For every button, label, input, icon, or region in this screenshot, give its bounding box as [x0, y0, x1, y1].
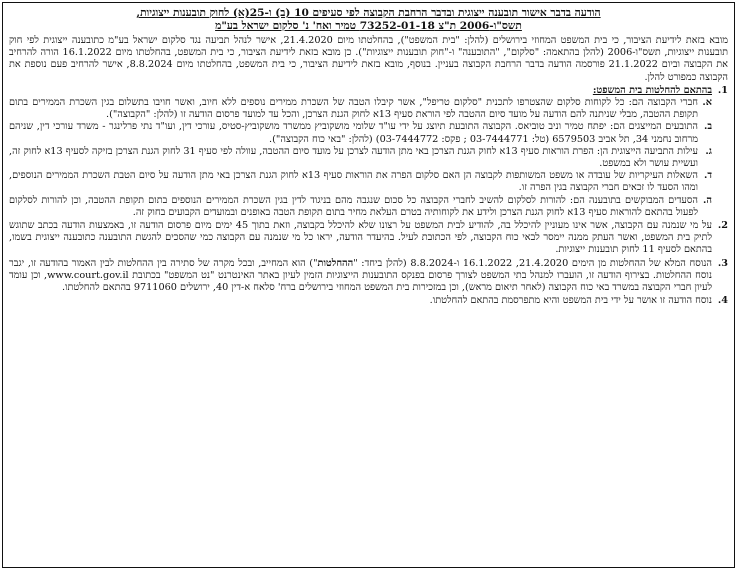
- section-text-part: הנוסח המלא של ההחלטות מן הימים 21.4.2020, 16.1.2022 ו-8.8.2024 (להלן ביחד: ": [353, 257, 712, 269]
- legal-notice: [2, 2, 735, 568]
- notice-title-line-2: תשס"ו-2006 ת"צ 73252-01-18 טמיר ואח' נ' סלקום ישראל בע"מ: [215, 20, 522, 32]
- item-text: חברי הקבוצה הם: כל לקוחות סלקום שהצטרפו לתכנית "סלקום טריפל", אשר קיבלו הטבה של השכרת ממירים נוספים ללא חיוב, ואשר חויבו בתשלום בגין השכרת הממירים בתום תקופת ההטבה, מבלי שניתנה להם הודעה על מועד סיום ההטבה לפי הוראת סעיף 13א לחוק הגנת הצרכן, והכל עד למועד פרסום הודעה זו (להלן: "הקבוצה").: [9, 97, 698, 121]
- item-letter: ג.: [705, 145, 712, 157]
- section-text: נוסח הודעה זו אושר על ידי בית המשפט והיא מתפרסמת בהתאם להחלטתו.: [429, 295, 712, 307]
- section-number: 4.: [717, 295, 728, 307]
- item-text: השאלות העיקריות של עובדה או משפט המשותפות לקבוצה הן האם סלקום הפרה את הוראות סעיף 13א לחוק הגנת הצרכן באי מתן הודעה על סיום הטבת השכרת הממירים הנוספים, ומהו הסעד לו זכאים חברי הקבוצה בגין הפרה זו.: [9, 170, 698, 194]
- section-3: [9, 258, 728, 295]
- item-letter: ה.: [703, 194, 712, 206]
- item-letter: ב.: [703, 121, 712, 133]
- section-4: [9, 295, 728, 307]
- list-item: [9, 170, 712, 194]
- list-item: [9, 97, 712, 121]
- item-text: הסעדים המבוקשים בתובענה הם: להורות לסלקום להשיב לחברי הקבוצה כל סכום שנגבה מהם בניגוד לדין בגין השכרת הממירים הנוספים בתום תקופת ההטבה, וכן להורות לסלקום לפעול בהתאם להוראות סעיף 13א לחוק הגנת הצרכן ולידע את לקוחותיה בטרם העלאת מחיר בתום תקופת הטבה באופנים ובמועדים הקבועים בחוק זה.: [9, 194, 698, 218]
- section-number: 2.: [717, 220, 728, 232]
- section-1-items: [9, 97, 712, 219]
- item-text: התובעים המייצגים הם: יפתח טמיר וניב טוביאס. הקבוצה התובעת תיוצג על ידי עו"ד שלומי מושקוביץ ממשרד מושקוביץ-סטיס, עורכי דין, ועו"ד נתי פרלינגר - משרד עורכי דין, שניהם מרחוב נחמני 34, תל אביב 6579503 (טל: 03-7444771 ; פקס: 03-7444772) (להלן: "באי כוח הקבוצה").: [9, 121, 698, 145]
- section-number: 3.: [717, 257, 728, 269]
- item-letter: א.: [702, 97, 712, 109]
- list-item: [9, 121, 712, 145]
- notice-title-line-1: הודעה בדבר אישור תובענה ייצוגית ובדבר הרחבת הקבוצה לפי סעיפים 10 (ב) ו-25(א) לחוק תובענות ייצוגיות,: [136, 7, 601, 19]
- section-2: [9, 220, 728, 257]
- section-number: 1.: [717, 84, 728, 96]
- item-letter: ד.: [703, 170, 712, 182]
- list-item: [9, 146, 712, 170]
- section-text: על מי שנמנה עם הקבוצה, אשר אינו מעוניין להיכלל בה, להודיע לבית המשפט על רצונו שלא להיכלל בקבוצה, וזאת בתוך 45 ימים מיום פרסום הודעה זו, באמצעות הודעה בכתב שתוגש לתיק בית המשפט, ואשר העתק ממנה יימסר לבאי כוח הקבוצה, לפי הכתובת לעיל. בהיעדר הודעה, יראו כל מי שנמנה עם הקבוצה כמי שהסכים להגשת התובענה כתובענה ייצוגית בשמו, בהתאם לסעיף 11 לחוק תובענות ייצוגיות.: [9, 220, 712, 256]
- notice-intro: מובא בזאת לידיעת הציבור, כי בית המשפט המחוזי בירושלים (להלן: "בית המשפט"), בהחלטתו מיום 21.4.2020, אישר לנהל תביעה נגד סלקום ישראל בע"מ כתובענה ייצוגית לפי חוק תובענות ייצוגיות, תשס"ו-2006 (להלן בהתאמה: "סלקום", "התובענה" ו-"חוק תובענות ייצוגיות"). כן מובא בזאת לידיעת הציבור, כי בית המשפט, בהחלטתו מיום 16.1.2022 הורה להרחיב את הקבוצה וביום 21.1.2022 פורסמה הודעה בדבר הרחבת הקבוצה בעניין. בנוסף, מובא בזאת לידיעת הציבור, כי בית המשפט, בהחלטתו מיום 8.8.2024, אישר להרחיב פעם נוספת את הקבוצה כמפורט להלן.: [9, 35, 729, 83]
- section-text: [9, 258, 712, 295]
- section-text-part: ") הוא המחייב, ובכל מקרה של סתירה בין ההחלטות לבין האמור בהודעה זו, יגבר נוסח ההחלטות. בצירוף הודעה זו, הועברו למנהל בתי המשפט לצורך פרסום בפנקס התובענות הייצוגיות הזמין לעיון באתר האינטרנט "נט המשפט" בכתובת www.court.gov.il, וכן עומד לעיון חברי הקבוצה במשרד באי כוח הקבוצה (לאחר תיאום מראש), וכן במזכירות בית המשפט המחוזי בירושלים ברח' סלאח א-דין 40, ירושלים 9711060 בהתאם להחלטתו.: [9, 257, 712, 294]
- item-text: עילות התביעה הייצוגית הן: הפרת הוראות סעיף 13א לחוק הגנת הצרכן באי מתן הודעה לצרכן על מועד סיום ההטבה, עוולה לפי סעיף 31 לחוק הגנת הצרכן בזיקה לסעיף 13א לחוק זה, ועשיית עושר ולא במשפט.: [9, 145, 699, 170]
- section-title: בהתאם להחלטות בית המשפט:: [592, 84, 712, 96]
- section-1-heading: [9, 85, 728, 97]
- section-text-bold: ההחלטות: [317, 257, 354, 269]
- list-item: [9, 195, 712, 219]
